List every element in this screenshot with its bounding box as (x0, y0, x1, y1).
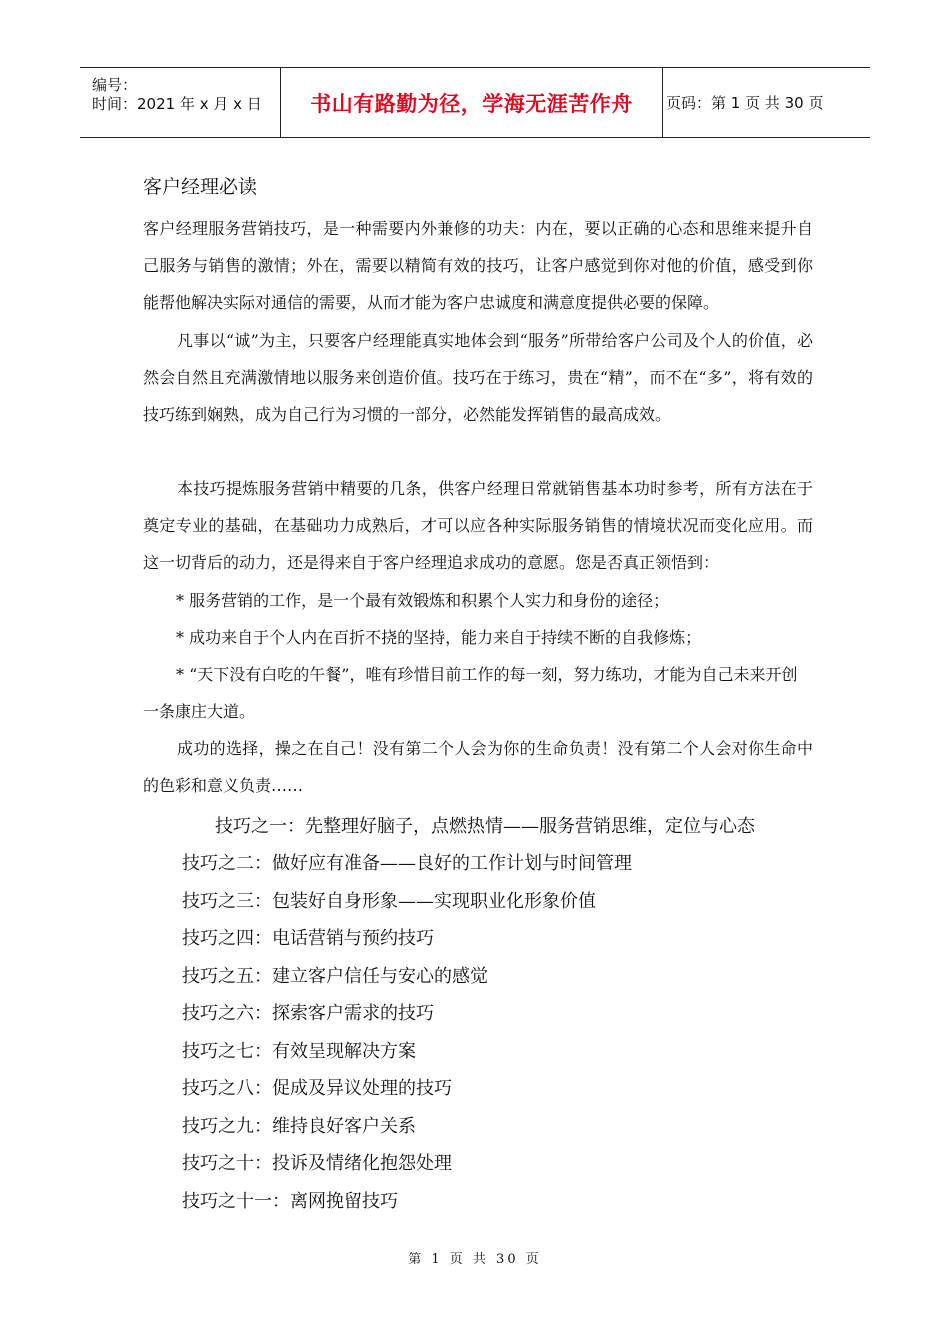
skill-item: 技巧之三：包装好自身形象——实现职业化形象价值 (182, 890, 596, 912)
motto: 书山有路勤为径，学海无涯苦作舟 (280, 68, 663, 137)
page-header (80, 67, 870, 138)
document-title: 客户经理必读 (143, 176, 258, 198)
skill-item: 技巧之五：建立客户信任与安心的感觉 (182, 965, 488, 987)
paragraph-sincerity: 凡事以“诚”为主，只要客户经理能真实地体会到“服务”所带给客户公司及个人的价值，必然会自然且充满激情地以服务来创造价值。技巧在于练习，贵在“精”，而不在“多”，将有效的技巧练到娴熟，成为自己行为习惯的一部分，必然能发挥销售的最高成效。 (143, 331, 813, 424)
page-footer: 第 1 页 共 30 页 (408, 1252, 542, 1267)
skill-item: 技巧之八：促成及异议处理的技巧 (182, 1078, 452, 1099)
skill-item: 技巧之十：投诉及情绪化抱怨处理 (182, 1153, 452, 1174)
skill-item: 技巧之四：电话营销与预约技巧 (182, 928, 434, 949)
skill-item: 技巧之六：探索客户需求的技巧 (182, 1003, 434, 1024)
number-label: 编号： (92, 76, 138, 94)
skill-item: 技巧之七：有效呈现解决方案 (182, 1040, 416, 1062)
bullet-item: * “天下没有白吃的午餐”，唯有珍惜目前工作的每一刻，努力练功，才能为自己未来开创一条康庄大道。 (143, 665, 798, 721)
header-meta (80, 68, 280, 137)
paragraph-closing: 成功的选择，操之在自己！没有第二个人会为你的生命负责！没有第二个人会对你生命中的色彩和意义负责…… (143, 739, 813, 795)
header-page-info (662, 68, 870, 137)
bullet-item: * 成功来自于个人内在百折不挠的坚持，能力来自于持续不断的自我修炼； (176, 628, 702, 647)
skill-item: 技巧之九：维持良好客户关系 (182, 1115, 416, 1137)
time-label: 时间：2021 年 x 月 x 日 (92, 95, 262, 113)
page-info-text: 页码：第 1 页 共 30 页 (666, 94, 824, 112)
bullet-item: * 服务营销的工作，是一个最有效锻炼和积累个人实力和身份的途径； (176, 591, 670, 610)
skills-list (182, 845, 632, 1220)
paragraph-purpose: 本技巧提炼服务营销中精要的几条，供客户经理日常就销售基本功时参考，所有方法在于奠定专业的基础，在基础功力成熟后，才可以应各种实际服务销售的情境状况而变化应用。而这一切背后的动力，还是得来自于客户经理追求成功的意愿。您是否真正领悟到： (143, 479, 813, 572)
skill-item: 技巧之一：先整理好脑子，点燃热情——服务营销思维，定位与心态 (215, 816, 755, 837)
skill-item: 技巧之十一：离网挽留技巧 (182, 1190, 398, 1212)
paragraph-intro: 客户经理服务营销技巧，是一种需要内外兼修的功夫：内在，要以正确的心态和思维来提升自己服务与销售的激情；外在，需要以精简有效的技巧，让客户感觉到你对他的价值，感受到你能帮他解决实际对通信的需要，从而才能为客户忠诚度和满意度提供必要的保障。 (143, 219, 813, 312)
skill-item: 技巧之二：做好应有准备——良好的工作计划与时间管理 (182, 853, 632, 874)
